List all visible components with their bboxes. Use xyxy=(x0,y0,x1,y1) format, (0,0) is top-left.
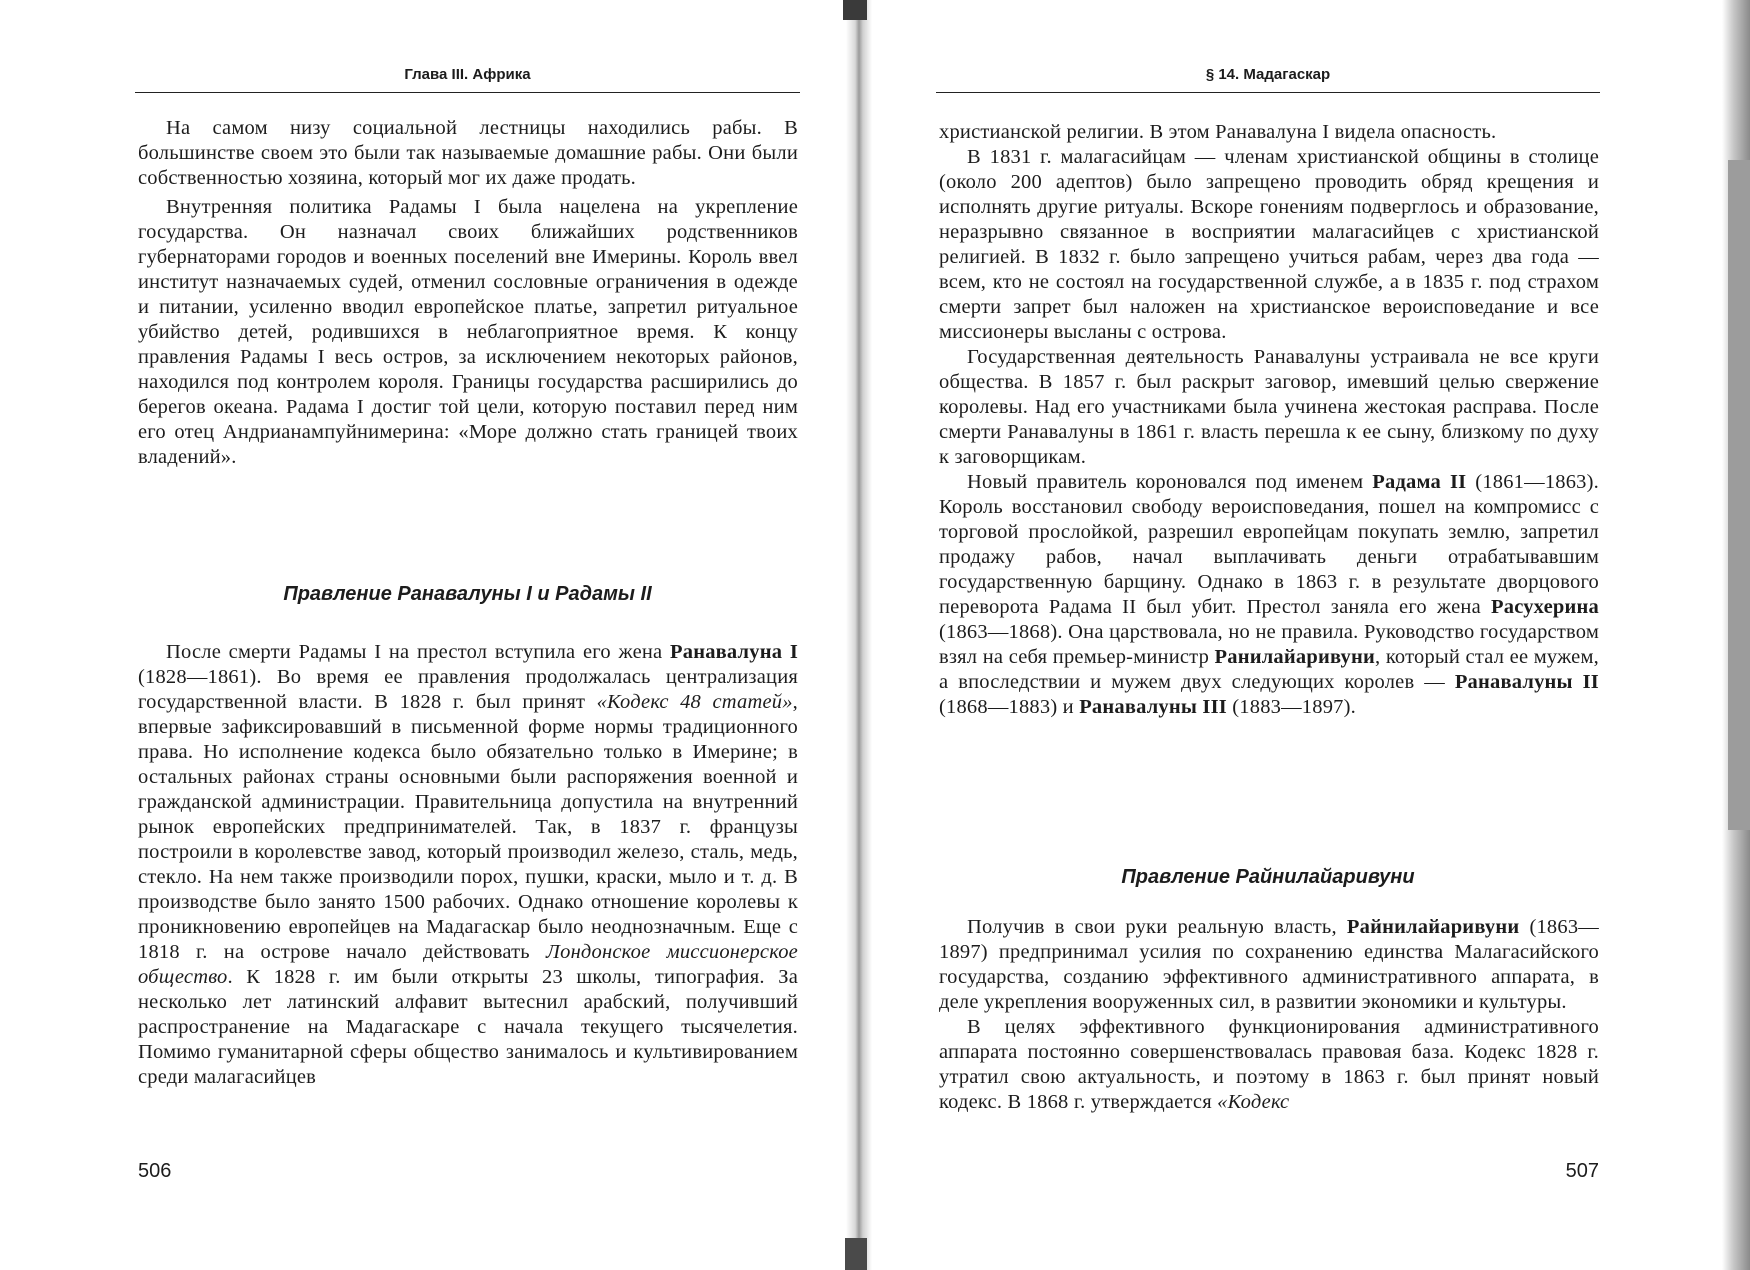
text-block-top xyxy=(138,116,798,470)
paragraph: Государственная деятельность Ранавалуны устраивала не все круги общества. В 1857 г. был раскрыт заговор, имевший целью свержение королевы. Над его участниками была учинена жестокая расправа. После смерти Ранавалуны в 1861 г. власть перешла к ее сыну, близкому по духу к заговорщикам. xyxy=(939,346,1599,468)
section-title: Правление Райнилайаривуни xyxy=(1121,866,1415,888)
paragraph: В целях эффективного функционирования административного аппарата постоянно совершенствовалась правовая база. Кодекс 1828 г. утратил свою актуальность, и поэтому в 1863 г. был принят новый кодекс. В 1868 г. утверждается «Кодекс xyxy=(939,1016,1599,1113)
running-head: Глава III. Африка xyxy=(404,66,531,83)
header-rule xyxy=(135,92,800,93)
paragraph: Новый правитель короновался под именем Радама II (1861—1863). Король восстановил свободу вероисповедания, пошел на компромисс с торговой прослойкой, разрешил европейцам покупать землю, запретил продажу рабов, начал выплачивать деньги отрабатывавшим государственную барщину. Однако в 1863 г. в результате дворцового переворота Радама II был убит. Престол заняла его жена Расухерина (1863—1868). Она царствовала, но не правила. Руководство государством взял на себя премьер-министр Ранилайаривуни, который стал ее мужем, а впоследствии и мужем двух следующих королев — Ранавалуны II (1868—1883) и Ранавалуны III (1883—1897). xyxy=(939,471,1599,718)
running-head: § 14. Мадагаскар xyxy=(1205,66,1331,83)
ruler-name: Райнилайаривуни xyxy=(1346,916,1520,938)
ruler-name: Ранилайаривуни xyxy=(1214,646,1375,668)
section-title: Правление Ранавалуны I и Радамы II xyxy=(283,583,652,605)
page-number: 507 xyxy=(1565,1160,1599,1182)
page-number: 506 xyxy=(138,1160,172,1182)
document-title: «Кодекс 48 статей» xyxy=(596,691,793,713)
paragraph: Получив в свои руки реальную власть, Райнилайаривуни (1863—1897) предпринимал усилия по сохранению единства Малагасийского государства, созданию эффективного административного аппарата, в деле укрепления вооруженных сил, в развитии экономики и культуры. xyxy=(939,916,1599,1013)
left-page xyxy=(0,0,858,1270)
text-block-bottom xyxy=(939,915,1599,1115)
document-title: «Кодекс xyxy=(1217,1091,1290,1113)
right-page xyxy=(858,0,1750,1270)
paragraph: христианской религии. В этом Ранавалуна I видела опасность. xyxy=(939,121,1497,143)
ruler-name: Ранавалуны II xyxy=(1454,671,1599,693)
ruler-name: Расухерина xyxy=(1491,596,1599,618)
text-block-bottom xyxy=(138,640,798,1090)
organization-name: Лондонское миссионерское общество xyxy=(138,941,798,988)
paragraph: В 1831 г. малагасийцам — членам христианской общины в столице (около 200 адептов) было запрещено проводить обряд крещения и исполнять другие ритуалы. Вскоре гонениям подверглось и образование, неразрывно связанное в восприятии малагасийцев с христианской религией. В 1832 г. было запрещено учиться рабам, через два года — всем, кто не состоял на государственной службе, а в 1835 г. под страхом смерти запрет был наложен на христианское вероисповедание и все миссионеры высланы с острова. xyxy=(939,146,1599,343)
text-block-top xyxy=(939,120,1599,720)
paragraph: После смерти Радамы I на престол вступила его жена Ранавалуна I (1828—1861). Во время ее правления продолжалась централизация государственной власти. В 1828 г. был принят «Кодекс 48 статей», впервые зафиксировавший в письменной форме нормы традиционного права. Но исполнение кодекса было обязательно только в Имерине; в остальных районах страны основными были распоряжения военной и гражданской администрации. Правительница допустила на внутренний рынок европейских предпринимателей. Так, в 1837 г. французы построили в королевстве завод, который производил железо, сталь, медь, стекло. На нем также производили порох, пушки, краски, мыло и т. д. В производстве было занято 1500 рабочих. Однако отношение королевы к проникновению европейцев на Мадагаскар было неоднозначным. Еще с 1818 г. на острове начало действовать Лондонское миссионерское общество. К 1828 г. им были открыты 23 школы, типография. За несколько лет латинский алфавит вытеснил арабский, получивший распространение на Мадагаскаре с начала текущего тысячелетия. Помимо гуманитарной сферы общество занималось и культивированием среди малагасийцев xyxy=(138,641,798,1088)
paragraph: Внутренняя политика Радамы I была нацелена на укрепление государства. Он назначал своих ближайших родственников губернаторами городов и военных поселений вне Имерины. Король ввел институт назначаемых судей, отменил сословные ограничения в одежде и питании, усиленно вводил европейское платье, запретил ритуальное убийство детей, родившихся в неблагоприятное время. К концу правления Радамы I весь остров, за исключением некоторых районов, находился под контролем короля. Границы государства расширились до берегов океана. Радама I достиг той цели, которую поставил перед ним его отец Андрианампуйнимерина: «Море должно стать границей твоих владений». xyxy=(138,196,798,468)
header-rule xyxy=(936,92,1600,93)
ruler-name: Ранавалуны III xyxy=(1079,696,1227,718)
ruler-name: Радама II xyxy=(1372,471,1467,493)
paragraph: На самом низу социальной лестницы находились рабы. В большинстве своем это были так называемые домашние рабы. Они были собственностью хозяина, который мог их даже продать. xyxy=(138,117,798,189)
ruler-name: Ранавалуна I xyxy=(670,641,798,663)
